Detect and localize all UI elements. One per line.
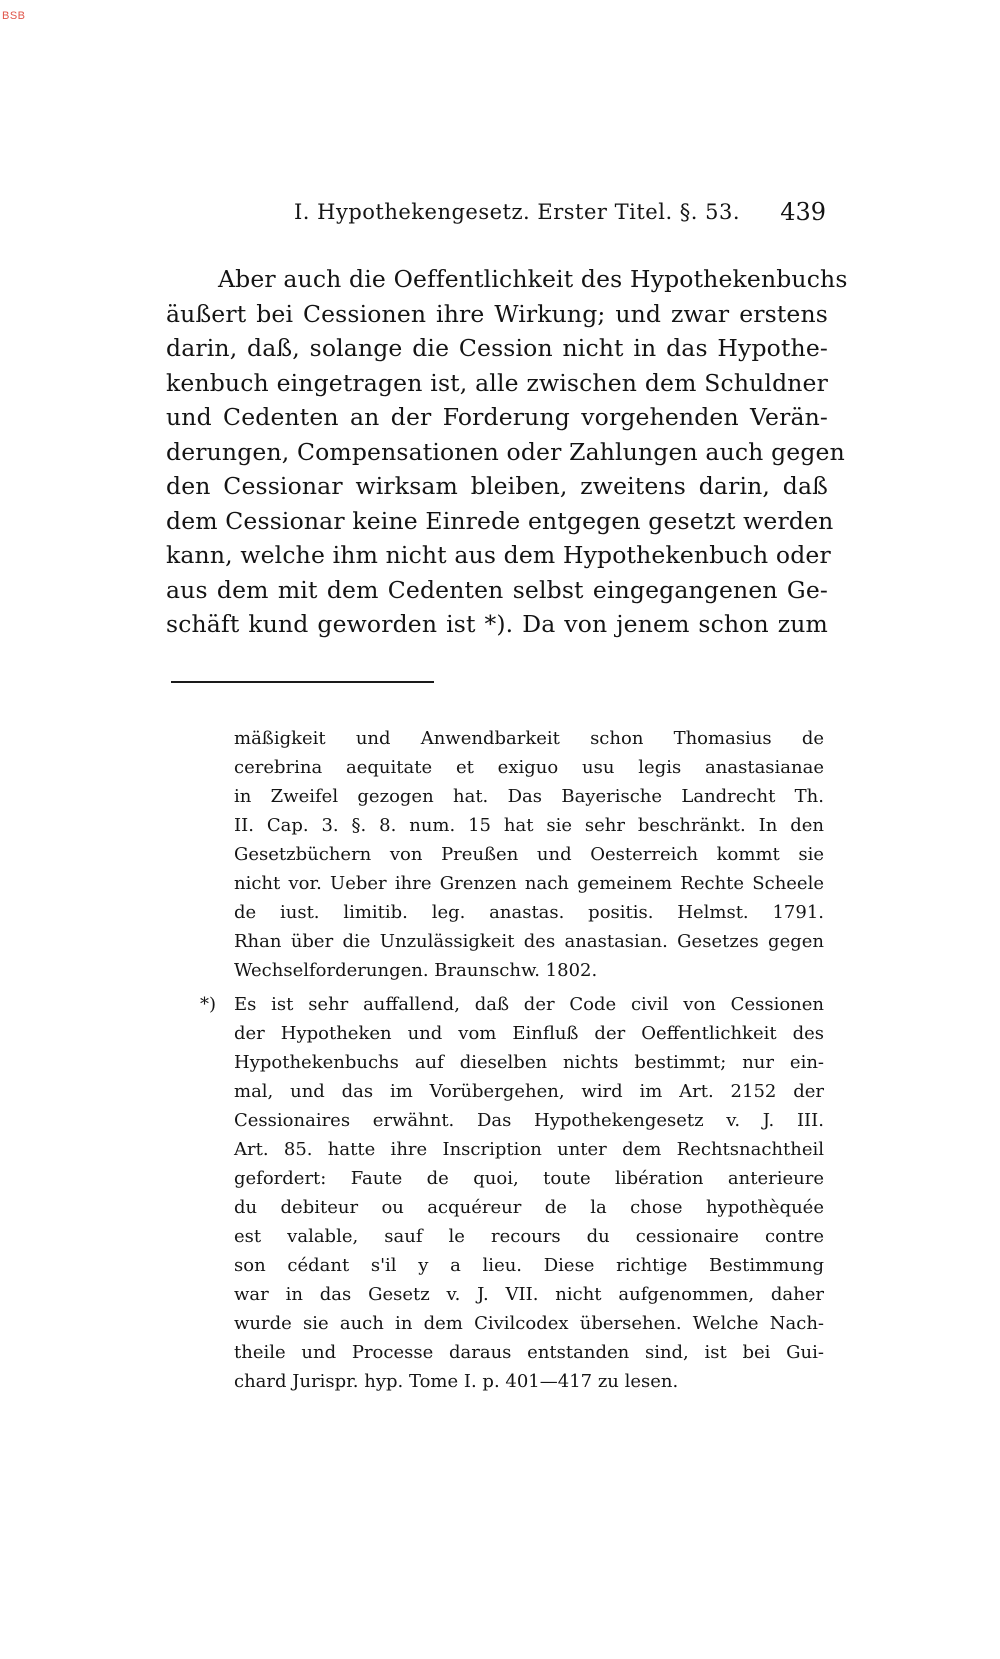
text-line: und Cedenten an der Forderung vorgehenden Verän-	[166, 403, 828, 431]
footnote-line: theile und Processe daraus entstanden sind, ist bei Gui-	[234, 1342, 824, 1363]
text-line: kann, welche ihm nicht aus dem Hypothekenbuch oder	[166, 541, 831, 569]
page-number: 439	[780, 198, 826, 226]
footnote-marker: *)	[200, 994, 217, 1015]
text-line: derungen, Compensationen oder Zahlungen auch gegen	[166, 437, 845, 466]
text-line: äußert bei Cessionen ihre Wirkung; und zwar erstens	[166, 299, 828, 328]
footnote-line: war in das Gesetz v. J. VII. nicht aufgenommen, daher	[234, 1284, 824, 1305]
footnotes	[200, 724, 824, 1396]
library-watermark: BSB	[2, 10, 26, 22]
running-header	[286, 196, 826, 232]
text-line: aus dem mit dem Cedenten selbst eingegangenen Ge-	[166, 575, 828, 604]
footnote-line: est valable, sauf le recours du cessionaire contre	[234, 1226, 824, 1247]
text-line: darin, daß, solange die Cession nicht in das Hypothe-	[166, 334, 828, 362]
footnote-line: nicht vor. Ueber ihre Grenzen nach gemeinem Rechte Scheele	[234, 873, 824, 894]
footnote-star	[200, 990, 824, 1396]
text-line: schäft kund geworden ist *). Da von jenem schon zum	[166, 610, 828, 638]
footnote-line: mal, und das im Vorübergehen, wird im Art. 2152 der	[234, 1081, 824, 1102]
footnote-separator	[171, 681, 434, 683]
footnote-line: Gesetzbüchern von Preußen und Oesterreich kommt sie	[234, 844, 824, 865]
footnote-line: II. Cap. 3. §. 8. num. 15 hat sie sehr beschränkt. In den	[234, 815, 824, 836]
footnote-line: Rhan über die Unzulässigkeit des anastasian. Gesetzes gegen	[234, 931, 824, 952]
footnote-line: son cédant s'il y a lieu. Diese richtige Bestimmung	[234, 1255, 824, 1276]
running-title: I. Hypothekengesetz. Erster Titel. §. 53.	[294, 200, 741, 224]
footnote-line: Hypothekenbuchs auf dieselben nichts bestimmt; nur ein-	[234, 1052, 824, 1073]
footnote-continuation	[234, 724, 824, 985]
footnote-line: Wechselforderungen. Braunschw. 1802.	[234, 960, 598, 981]
text-line: dem Cessionar keine Einrede entgegen gesetzt werden	[166, 506, 834, 535]
footnote-line: cerebrina aequitate et exiguo usu legis anastasianae	[234, 757, 824, 778]
footnote-line: de iust. limitib. leg. anastas. positis. Helmst. 1791.	[234, 902, 824, 923]
footnote-line: gefordert: Faute de quoi, toute libération anterieure	[234, 1168, 824, 1189]
footnote-line: Es ist sehr auffallend, daß der Code civil von Cessionen	[234, 994, 824, 1015]
footnote-line: du debiteur ou acquéreur de la chose hypothèquée	[234, 1197, 824, 1218]
text-line: kenbuch eingetragen ist, alle zwischen dem Schuldner	[166, 368, 828, 397]
text-line: Aber auch die Oeffentlichkeit des Hypothekenbuchs	[218, 265, 848, 293]
footnote-line: Art. 85. hatte ihre Inscription unter dem Rechtsnachtheil	[234, 1139, 824, 1160]
footnote-line: chard Jurispr. hyp. Tome I. p. 401—417 zu lesen.	[234, 1371, 679, 1392]
footnote-line: der Hypotheken und vom Einfluß der Oeffentlichkeit des	[234, 1023, 824, 1044]
footnote-line: in Zweifel gezogen hat. Das Bayerische Landrecht Th.	[234, 786, 824, 807]
footnote-line: mäßigkeit und Anwendbarkeit schon Thomasius de	[234, 728, 824, 749]
footnote-line: wurde sie auch in dem Civilcodex übersehen. Welche Nach-	[234, 1313, 824, 1334]
text-line: den Cessionar wirksam bleiben, zweitens darin, daß	[166, 472, 828, 500]
footnote-line: Cessionaires erwähnt. Das Hypothekengesetz v. J. III.	[234, 1110, 824, 1131]
main-paragraph	[166, 262, 848, 642]
